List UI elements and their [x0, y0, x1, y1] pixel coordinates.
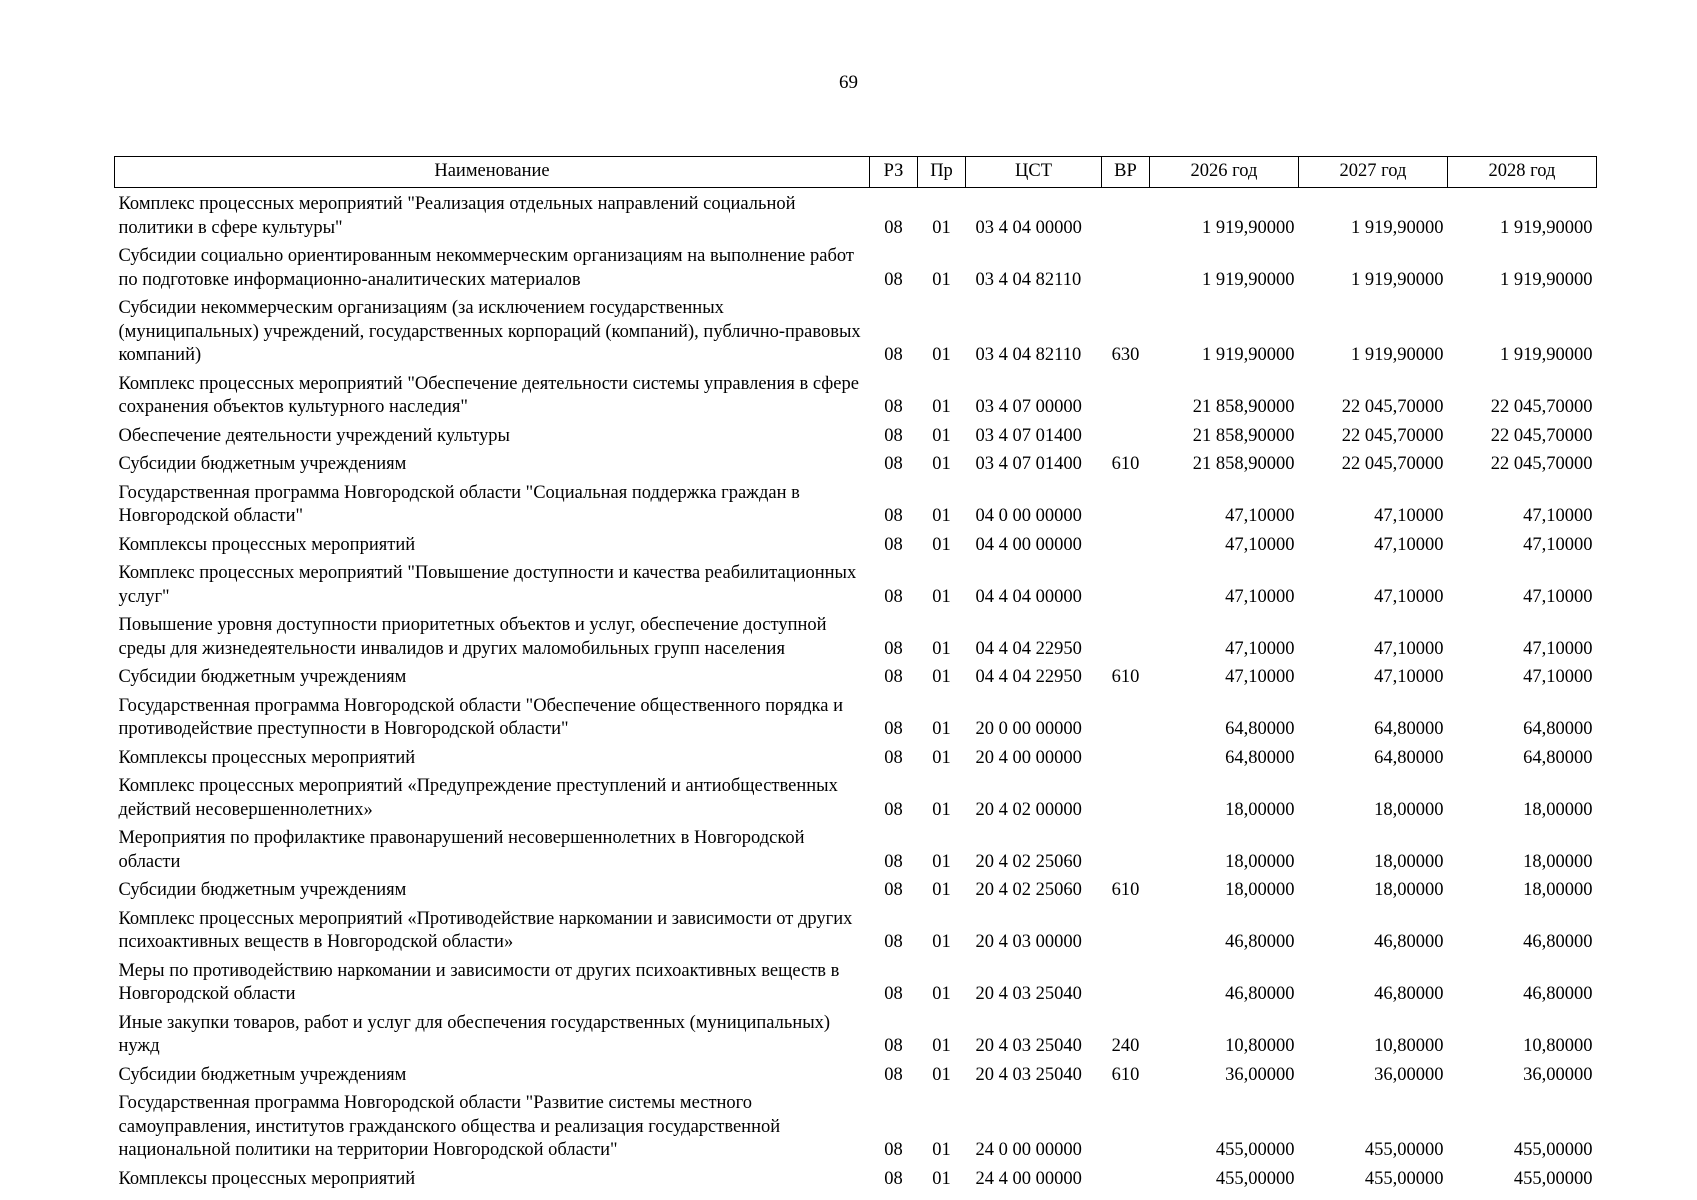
row-pr: 01	[932, 667, 951, 687]
row-cst: 20 4 00 00000	[975, 747, 1082, 768]
row-2028: 455,00000	[1513, 1168, 1593, 1189]
row-2028: 18,00000	[1523, 799, 1593, 820]
row-2026: 47,10000	[1225, 534, 1295, 555]
row-pr: 01	[932, 1140, 951, 1160]
row-rz: 08	[884, 1168, 903, 1189]
row-2027: 46,80000	[1374, 932, 1444, 952]
row-pr: 01	[932, 1064, 951, 1085]
row-pr: 01	[932, 880, 951, 900]
row-2027: 64,80000	[1374, 747, 1444, 768]
row-rz: 08	[884, 397, 903, 417]
row-rz: 08	[884, 747, 903, 768]
row-rz: 08	[884, 851, 903, 872]
table-row	[115, 609, 1597, 661]
row-2026: 18,00000	[1225, 880, 1295, 900]
row-rz: 08	[884, 534, 903, 555]
row-pr: 01	[932, 747, 951, 768]
table-row	[115, 529, 1597, 558]
table-row	[115, 1007, 1597, 1059]
row-2026: 47,10000	[1225, 667, 1295, 687]
row-2026: 1 919,90000	[1202, 269, 1295, 290]
table-row	[115, 1059, 1597, 1088]
row-name: Повышение уровня доступности приоритетных объектов и услуг, обеспечение доступной среды для жизнедеятельности инвалидов и других маломобильных групп населения	[118, 615, 827, 659]
row-2026: 18,00000	[1225, 851, 1295, 872]
row-2028: 36,00000	[1523, 1064, 1593, 1085]
row-2028: 1 919,90000	[1500, 269, 1593, 290]
row-2028: 22 045,70000	[1490, 454, 1593, 474]
header-name: Наименование	[115, 157, 870, 188]
row-pr: 01	[932, 506, 951, 526]
row-pr: 01	[932, 397, 951, 417]
row-vr	[1102, 477, 1150, 529]
row-name: Субсидии бюджетным учреждениям	[118, 667, 407, 687]
row-rz: 08	[884, 425, 903, 446]
row-2026: 455,00000	[1215, 1140, 1295, 1160]
table-row	[115, 292, 1597, 368]
row-vr	[1102, 188, 1150, 241]
row-vr	[1102, 529, 1150, 558]
row-cst: 03 4 07 01400	[975, 454, 1082, 474]
table-row	[115, 742, 1597, 771]
row-2027: 10,80000	[1374, 1036, 1444, 1056]
row-2026: 21 858,90000	[1192, 397, 1295, 417]
row-name: Государственная программа Новгородской области "Развитие системы местного самоуправления, институтов гражданского общества и реализация государственной национальной политики на территории Новгородской области"	[118, 1093, 781, 1160]
row-2026: 21 858,90000	[1192, 425, 1295, 446]
row-cst: 04 4 04 00000	[975, 586, 1082, 607]
row-vr	[1102, 420, 1150, 449]
row-name: Субсидии бюджетным учреждениям	[118, 1064, 407, 1085]
row-rz: 08	[884, 1140, 903, 1160]
row-2028: 1 919,90000	[1500, 345, 1593, 365]
row-pr: 01	[932, 638, 951, 659]
row-pr: 01	[932, 851, 951, 872]
row-cst: 03 4 07 01400	[975, 425, 1082, 446]
row-vr	[1102, 240, 1150, 292]
row-name: Субсидии бюджетным учреждениям	[118, 454, 407, 474]
table-row	[115, 1163, 1597, 1192]
row-pr: 01	[932, 586, 951, 607]
row-cst: 03 4 04 82110	[975, 269, 1082, 290]
row-vr	[1102, 1163, 1150, 1192]
table-row	[115, 874, 1597, 903]
row-2027: 18,00000	[1374, 799, 1444, 820]
row-rz: 08	[884, 880, 903, 900]
row-2028: 64,80000	[1523, 747, 1593, 768]
table-row	[115, 661, 1597, 690]
row-2026: 1 919,90000	[1202, 217, 1295, 238]
row-vr: 630	[1111, 345, 1140, 365]
row-2027: 64,80000	[1374, 719, 1444, 739]
row-2028: 46,80000	[1523, 984, 1593, 1004]
row-2028: 47,10000	[1523, 534, 1593, 555]
row-cst: 04 4 04 22950	[975, 638, 1082, 659]
row-2028: 18,00000	[1523, 851, 1593, 872]
row-rz: 08	[884, 638, 903, 659]
row-vr: 610	[1111, 454, 1140, 474]
row-2027: 22 045,70000	[1341, 425, 1444, 446]
table-row	[115, 903, 1597, 955]
row-name: Комплекс процессных мероприятий "Реализация отдельных направлений социальной политики в сфере культуры"	[118, 194, 796, 238]
row-2028: 10,80000	[1523, 1036, 1593, 1056]
row-vr: 610	[1111, 667, 1140, 687]
row-rz: 08	[884, 719, 903, 739]
row-2027: 47,10000	[1374, 586, 1444, 607]
row-2028: 47,10000	[1523, 638, 1593, 659]
row-cst: 20 4 02 25060	[975, 851, 1082, 872]
page-number: 69	[839, 72, 858, 93]
row-2027: 455,00000	[1364, 1140, 1444, 1160]
row-2028: 455,00000	[1513, 1140, 1593, 1160]
row-vr	[1102, 903, 1150, 955]
row-cst: 20 4 02 00000	[975, 799, 1082, 820]
header-cst: ЦСТ	[966, 157, 1102, 188]
row-cst: 03 4 04 00000	[975, 217, 1082, 238]
budget-table	[114, 156, 1597, 1191]
row-pr: 01	[932, 269, 951, 290]
row-vr	[1102, 1087, 1150, 1163]
row-2027: 1 919,90000	[1351, 269, 1444, 290]
row-name: Меры по противодействию наркомании и зависимости от других психоактивных веществ в Новгородской области	[118, 960, 840, 1004]
table-header-row	[115, 157, 1597, 188]
row-2026: 46,80000	[1225, 984, 1295, 1004]
row-2028: 47,10000	[1523, 586, 1593, 607]
table-row	[115, 770, 1597, 822]
row-vr	[1102, 609, 1150, 661]
row-name: Иные закупки товаров, работ и услуг для обеспечения государственных (муниципальных) нужд	[118, 1012, 831, 1056]
row-vr	[1102, 822, 1150, 874]
row-rz: 08	[884, 799, 903, 820]
row-pr: 01	[932, 217, 951, 238]
row-rz: 08	[884, 932, 903, 952]
table-row	[115, 240, 1597, 292]
header-vr: ВР	[1102, 157, 1150, 188]
row-2027: 18,00000	[1374, 851, 1444, 872]
row-pr: 01	[932, 719, 951, 739]
row-2028: 18,00000	[1523, 880, 1593, 900]
row-pr: 01	[932, 799, 951, 820]
table-body	[115, 188, 1597, 1192]
row-2028: 22 045,70000	[1490, 397, 1593, 417]
row-2027: 47,10000	[1374, 506, 1444, 526]
row-pr: 01	[932, 932, 951, 952]
row-cst: 20 4 03 25040	[975, 1036, 1082, 1056]
table-row	[115, 477, 1597, 529]
row-2027: 22 045,70000	[1341, 454, 1444, 474]
row-vr	[1102, 770, 1150, 822]
row-vr	[1102, 955, 1150, 1007]
row-name: Комплекс процессных мероприятий «Противодействие наркомании и зависимости от других психоактивных веществ в Новгородской области»	[118, 908, 853, 952]
row-pr: 01	[932, 1036, 951, 1056]
row-2027: 455,00000	[1364, 1168, 1444, 1189]
table-row	[115, 1087, 1597, 1163]
row-cst: 20 4 03 00000	[975, 932, 1082, 952]
row-rz: 08	[884, 506, 903, 526]
row-cst: 20 4 03 25040	[975, 984, 1082, 1004]
row-name: Субсидии некоммерческим организациям (за исключением государственных (муниципальных) учреждений, государственных корпораций (компаний), публично-правовых компаний)	[118, 298, 861, 365]
row-name: Комплексы процессных мероприятий	[118, 534, 416, 555]
row-2026: 64,80000	[1225, 747, 1295, 768]
header-2027: 2027 год	[1299, 157, 1448, 188]
row-2026: 64,80000	[1225, 719, 1295, 739]
row-2028: 47,10000	[1523, 667, 1593, 687]
row-vr	[1102, 368, 1150, 420]
row-2027: 47,10000	[1374, 667, 1444, 687]
row-2026: 36,00000	[1225, 1064, 1295, 1085]
row-name: Государственная программа Новгородской области "Обеспечение общественного порядка и противодействие преступности в Новгородской области"	[118, 695, 843, 739]
row-2026: 47,10000	[1225, 586, 1295, 607]
row-2027: 47,10000	[1374, 638, 1444, 659]
row-name: Субсидии бюджетным учреждениям	[118, 880, 407, 900]
row-pr: 01	[932, 984, 951, 1004]
row-2027: 46,80000	[1374, 984, 1444, 1004]
row-name: Комплексы процессных мероприятий	[118, 747, 416, 768]
table-row	[115, 955, 1597, 1007]
row-2028: 1 919,90000	[1500, 217, 1593, 238]
row-pr: 01	[932, 425, 951, 446]
row-pr: 01	[932, 454, 951, 474]
table-row	[115, 448, 1597, 477]
row-pr: 01	[932, 534, 951, 555]
header-pr: Пр	[918, 157, 966, 188]
row-name: Мероприятия по профилактике правонарушений несовершеннолетних в Новгородской области	[118, 828, 805, 872]
table-row	[115, 690, 1597, 742]
row-2027: 47,10000	[1374, 534, 1444, 555]
row-vr	[1102, 690, 1150, 742]
row-cst: 04 0 00 00000	[975, 506, 1082, 526]
table-row	[115, 822, 1597, 874]
row-2026: 10,80000	[1225, 1036, 1295, 1056]
row-vr: 240	[1111, 1036, 1140, 1056]
row-name: Комплекс процессных мероприятий "Обеспечение деятельности системы управления в сфере сохранения объектов культурного наследия"	[118, 373, 859, 417]
row-rz: 08	[884, 1064, 903, 1085]
row-name: Субсидии социально ориентированным некоммерческим организациям на выполнение работ по подготовке информационно-аналитических материалов	[118, 246, 854, 290]
row-2026: 47,10000	[1225, 638, 1295, 659]
row-vr: 610	[1111, 1064, 1140, 1085]
row-2026: 455,00000	[1215, 1168, 1295, 1189]
row-2028: 46,80000	[1523, 932, 1593, 952]
row-cst: 03 4 07 00000	[975, 397, 1082, 417]
header-2028: 2028 год	[1448, 157, 1597, 188]
row-2026: 21 858,90000	[1192, 454, 1295, 474]
table-row	[115, 368, 1597, 420]
row-name: Комплексы процессных мероприятий	[118, 1168, 416, 1189]
row-rz: 08	[884, 667, 903, 687]
header-rz: РЗ	[870, 157, 918, 188]
row-rz: 08	[884, 454, 903, 474]
row-pr: 01	[932, 345, 951, 365]
row-vr: 610	[1111, 880, 1140, 900]
row-rz: 08	[884, 984, 903, 1004]
table-row	[115, 420, 1597, 449]
row-2027: 18,00000	[1374, 880, 1444, 900]
row-cst: 20 0 00 00000	[975, 719, 1082, 739]
row-2028: 22 045,70000	[1490, 425, 1593, 446]
row-cst: 04 4 00 00000	[975, 534, 1082, 555]
table-row	[115, 188, 1597, 241]
row-cst: 20 4 02 25060	[975, 880, 1082, 900]
row-2026: 47,10000	[1225, 506, 1295, 526]
row-rz: 08	[884, 345, 903, 365]
row-name: Комплекс процессных мероприятий "Повышение доступности и качества реабилитационных услуг"	[118, 563, 857, 607]
row-name: Обеспечение деятельности учреждений культуры	[118, 425, 510, 446]
table-row	[115, 557, 1597, 609]
row-rz: 08	[884, 1036, 903, 1056]
row-2026: 18,00000	[1225, 799, 1295, 820]
row-2027: 1 919,90000	[1351, 345, 1444, 365]
row-cst: 20 4 03 25040	[975, 1064, 1082, 1085]
row-2027: 22 045,70000	[1341, 397, 1444, 417]
row-rz: 08	[884, 269, 903, 290]
row-rz: 08	[884, 586, 903, 607]
row-cst: 04 4 04 22950	[975, 667, 1082, 687]
row-2027: 36,00000	[1374, 1064, 1444, 1085]
row-2026: 46,80000	[1225, 932, 1295, 952]
row-cst: 24 4 00 00000	[975, 1168, 1082, 1189]
row-2028: 64,80000	[1523, 719, 1593, 739]
row-name: Комплекс процессных мероприятий «Предупреждение преступлений и антиобщественных действий несовершеннолетних»	[118, 776, 838, 820]
row-cst: 03 4 04 82110	[975, 345, 1082, 365]
row-cst: 24 0 00 00000	[975, 1140, 1082, 1160]
row-pr: 01	[932, 1168, 951, 1189]
row-2026: 1 919,90000	[1202, 345, 1295, 365]
header-2026: 2026 год	[1150, 157, 1299, 188]
row-2027: 1 919,90000	[1351, 217, 1444, 238]
row-name: Государственная программа Новгородской области "Социальная поддержка граждан в Новгородской области"	[118, 482, 800, 526]
row-vr	[1102, 742, 1150, 771]
row-vr	[1102, 557, 1150, 609]
row-rz: 08	[884, 217, 903, 238]
row-2028: 47,10000	[1523, 506, 1593, 526]
